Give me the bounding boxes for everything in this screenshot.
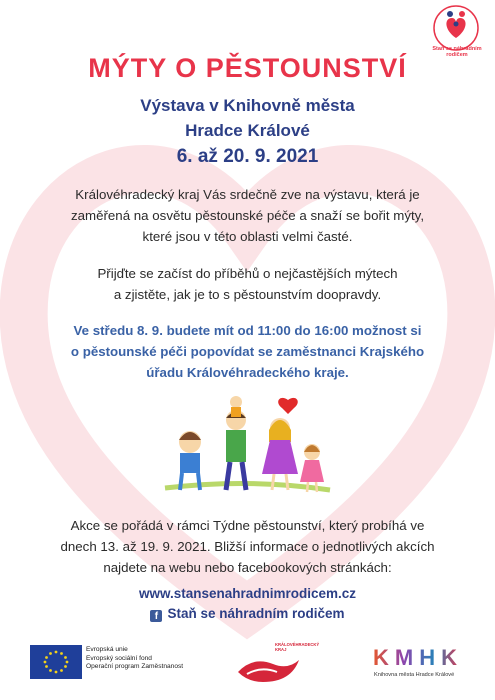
text-line: Královéhradecký kraj Vás srdečně zve na výstavu, která je bbox=[75, 187, 420, 202]
eu-flag-icon bbox=[30, 645, 82, 679]
text-line: o pěstounské péči popovídat se zaměstnanci Krajského bbox=[70, 344, 425, 359]
facebook-link[interactable] bbox=[0, 606, 495, 622]
eu-line: Evropská unie bbox=[86, 646, 128, 653]
kraj-line: KRÁLOVÉHRADECKÝ bbox=[275, 642, 320, 647]
info-paragraph bbox=[50, 515, 445, 578]
facebook-icon: f bbox=[150, 610, 162, 622]
eu-line: Operační program Zaměstnanost bbox=[86, 663, 184, 670]
text-line: Akce se pořádá v rámci Týdne pěstounství, který probíhá ve bbox=[70, 518, 425, 533]
family-drawing bbox=[160, 390, 335, 500]
kraj-line: KRAJ bbox=[275, 647, 287, 652]
text-line: úřadu Královéhradeckého kraje. bbox=[146, 365, 349, 380]
event-dates: 6. až 20. 9. 2021 bbox=[176, 146, 319, 167]
kmhk-letters: KMHK bbox=[373, 645, 463, 670]
text-line: najdete na webu nebo facebookových stránkách: bbox=[103, 560, 392, 575]
text-line: Přijďte se začíst do příběhů o nejčastějších mýtech bbox=[97, 266, 398, 281]
facebook-label: Staň se náhradním rodičem bbox=[167, 606, 345, 621]
text-line: které jsou v této oblasti velmi časté. bbox=[142, 229, 353, 244]
logo-text: Staň se náhradním rodičem bbox=[432, 46, 482, 58]
invitation-paragraph bbox=[50, 184, 445, 247]
text-line: a zjistěte, jak je to s pěstounstvím doopravdy. bbox=[113, 287, 382, 302]
text-line: Ve středu 8. 9. budete mít od 11:00 do 16:00 možnost si bbox=[73, 323, 422, 338]
subtitle-line-1: Výstava v Knihovně města bbox=[140, 96, 355, 115]
subtitle-line-2: Hradce Králové bbox=[185, 121, 310, 140]
page-title: MÝTY O PĚSTOUNSTVÍ bbox=[88, 53, 407, 83]
kmhk-logo bbox=[373, 645, 468, 670]
kmhk-name: Knihovna města Hradce Králové bbox=[374, 672, 455, 678]
kraj-name bbox=[275, 642, 319, 652]
text-line: dnech 13. až 19. 9. 2021. Bližší informace o jednotlivých akcích bbox=[60, 539, 435, 554]
text-line: zaměřená na osvětu pěstounské péče a snaží se bořit mýty, bbox=[70, 208, 425, 223]
consultation-paragraph bbox=[45, 320, 450, 383]
myths-paragraph bbox=[50, 263, 445, 305]
eu-line: Evropský sociální fond bbox=[86, 654, 152, 662]
eu-text bbox=[86, 646, 183, 672]
website-link[interactable]: www.stansenahradnimrodicem.cz bbox=[138, 586, 357, 601]
